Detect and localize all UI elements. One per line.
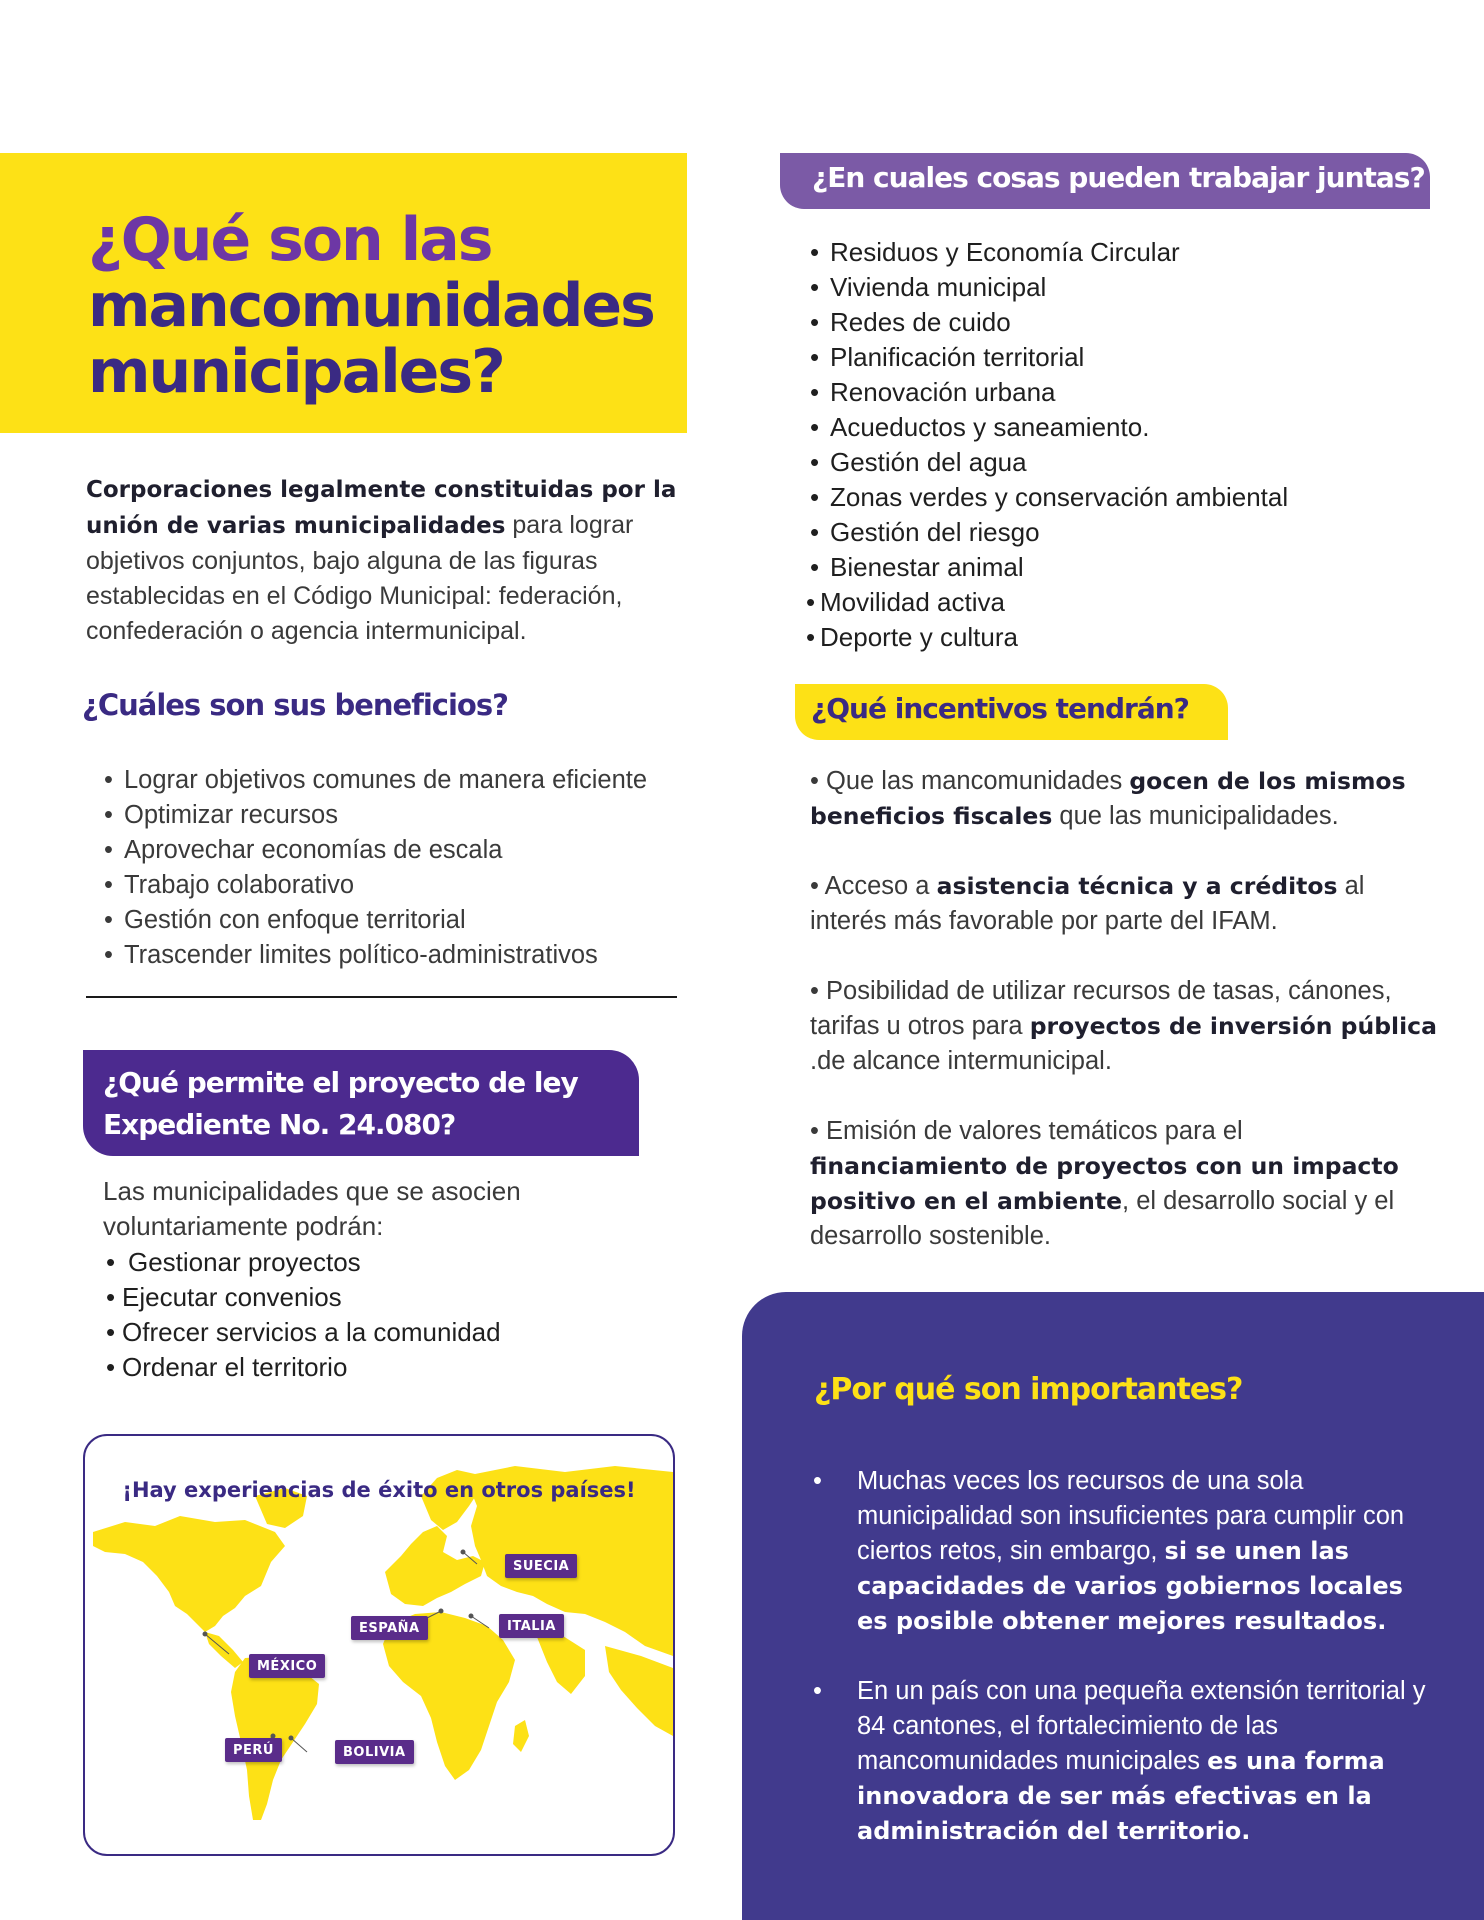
india-shape [535, 1632, 585, 1694]
list-item: • Vivienda municipal [810, 270, 1288, 305]
law-heading [103, 1062, 578, 1146]
list-item: • Deporte y cultura [806, 620, 1288, 655]
work-heading-bar [780, 153, 1430, 209]
law-heading-line-1: ¿Qué permite el proyecto de ley [103, 1066, 578, 1099]
importance-item-2-bold: es una forma innovadora de ser más efectivas en la administración del territorio. [857, 1747, 1385, 1845]
law-heading-line-2: Expediente No. 24.080? [103, 1108, 456, 1141]
importance-item-2 [857, 1674, 1437, 1849]
incentives-heading-bar [795, 684, 1228, 740]
incentive-paragraph-4 [810, 1114, 1420, 1254]
incentive-2-bold: asistencia técnica y a créditos [936, 872, 1338, 900]
incentive-4-bold: financiamiento de proyectos con un impacto positivo en el ambiente [810, 1152, 1399, 1215]
north-america-shape [93, 1516, 285, 1632]
map-land [93, 1466, 673, 1820]
incentive-paragraph-1 [810, 764, 1430, 834]
page-title-line-1: ¿Qué son las [88, 205, 492, 275]
incentive-3-bold: proyectos de inversión pública [1029, 1012, 1437, 1040]
list-item: • Gestionar proyectos [106, 1245, 501, 1280]
list-item: • Movilidad activa [806, 585, 1288, 620]
list-item: • Lograr objetivos comunes de manera eficiente [104, 763, 647, 798]
work-list [810, 235, 1288, 655]
importance-heading: ¿Por qué son importantes? [814, 1372, 1243, 1407]
list-item: • Acueductos y saneamiento. [810, 410, 1288, 445]
page-title [88, 207, 654, 405]
benefits-list [104, 763, 647, 973]
incentive-2-text-end: al interés más favorable por parte del IFAM. [810, 872, 1365, 935]
map-label-espana: ESPAÑA [351, 1616, 428, 1640]
incentive-paragraph-2 [810, 869, 1370, 939]
page-title-line-3: municipales? [88, 337, 504, 407]
incentive-1-bold: gocen de los mismos beneficios fiscales [810, 767, 1406, 830]
world-map-box [83, 1434, 675, 1856]
list-item: • Aprovechar economías de escala [104, 833, 647, 868]
law-intro-line-2: voluntariamente podrán: [103, 1211, 384, 1241]
law-list [106, 1245, 501, 1385]
map-label-suecia: SUECIA [505, 1554, 577, 1578]
list-item: • Optimizar recursos [104, 798, 647, 833]
work-heading: ¿En cuales cosas pueden trabajar juntas? [812, 161, 1425, 194]
map-label-bolivia: BOLIVIA [335, 1740, 414, 1764]
incentive-2-text: • Acceso a [810, 872, 937, 900]
list-item: • Zonas verdes y conservación ambiental [810, 480, 1288, 515]
page-title-line-2: mancomunidades [88, 271, 654, 341]
list-item: • Redes de cuido [810, 305, 1288, 340]
law-heading-bar [83, 1050, 639, 1156]
map-label-peru: PERÚ [225, 1738, 282, 1762]
incentive-4-text: • Emisión de valores temáticos para el [810, 1117, 1243, 1145]
list-item: • Residuos y Economía Circular [810, 235, 1288, 270]
benefits-heading: ¿Cuáles son sus beneficios? [82, 688, 508, 722]
importance-item-1 [857, 1464, 1437, 1639]
list-item: • Trabajo colaborativo [104, 868, 647, 903]
list-item: • Gestión con enfoque territorial [104, 903, 647, 938]
southeast-asia-shape [605, 1646, 673, 1736]
divider [86, 996, 677, 998]
incentive-3-text-end: .de alcance intermunicipal. [810, 1047, 1112, 1075]
intro-rest: para lograr objetivos conjuntos, bajo alguna de las figuras establecidas en el Código Municipal: federación, confederación o agencia intermunicipal. [86, 511, 634, 645]
incentive-4-text-end: , el desarrollo social y el desarrollo sostenible. [810, 1187, 1395, 1250]
incentive-paragraph-3 [810, 974, 1440, 1079]
incentive-3-text: • Posibilidad de utilizar recursos de tasas, cánones, tarifas u otros para [810, 977, 1392, 1040]
list-item: • Planificación territorial [810, 340, 1288, 375]
title-block [0, 153, 687, 433]
list-item: • Renovación urbana [810, 375, 1288, 410]
map-title: ¡Hay experiencias de éxito en otros países! [122, 1478, 636, 1502]
map-label-italia: ITALIA [499, 1614, 564, 1638]
list-item: • Bienestar animal [810, 550, 1288, 585]
law-intro [103, 1174, 521, 1244]
importance-item-1-bold: si se unen las capacidades de varios gobiernos locales es posible obtener mejores resultados. [857, 1537, 1403, 1635]
list-item: • Ejecutar convenios [106, 1280, 501, 1315]
intro-paragraph [86, 472, 686, 649]
list-item: • Trascender limites político-administrativos [104, 938, 647, 973]
list-item: • Gestión del agua [810, 445, 1288, 480]
list-item: • Ofrecer servicios a la comunidad [106, 1315, 501, 1350]
importance-box [742, 1292, 1484, 1920]
incentive-1-text-end: que las municipalidades. [1052, 802, 1339, 830]
intro-bold: Corporaciones legalmente constituidas por la unión de varias municipalidades [86, 477, 677, 539]
incentive-1-text: • Que las mancomunidades [810, 767, 1130, 795]
importance-item-1-text: Muchas veces los recursos de una sola municipalidad son insuficientes para cumplir con ciertos retos, sin embargo, [857, 1467, 1405, 1565]
list-item: • Gestión del riesgo [810, 515, 1288, 550]
importance-item-2-text: En un país con una pequeña extensión territorial y 84 cantones, el fortalecimiento de las mancomunidades municipales [857, 1677, 1426, 1775]
europe-shape [385, 1526, 485, 1606]
list-item: • Ordenar el territorio [106, 1350, 501, 1385]
madagascar-shape [513, 1720, 529, 1752]
map-label-mexico: MÉXICO [249, 1654, 325, 1678]
law-intro-line-1: Las municipalidades que se asocien [103, 1176, 521, 1206]
incentives-heading: ¿Qué incentivos tendrán? [811, 692, 1189, 725]
